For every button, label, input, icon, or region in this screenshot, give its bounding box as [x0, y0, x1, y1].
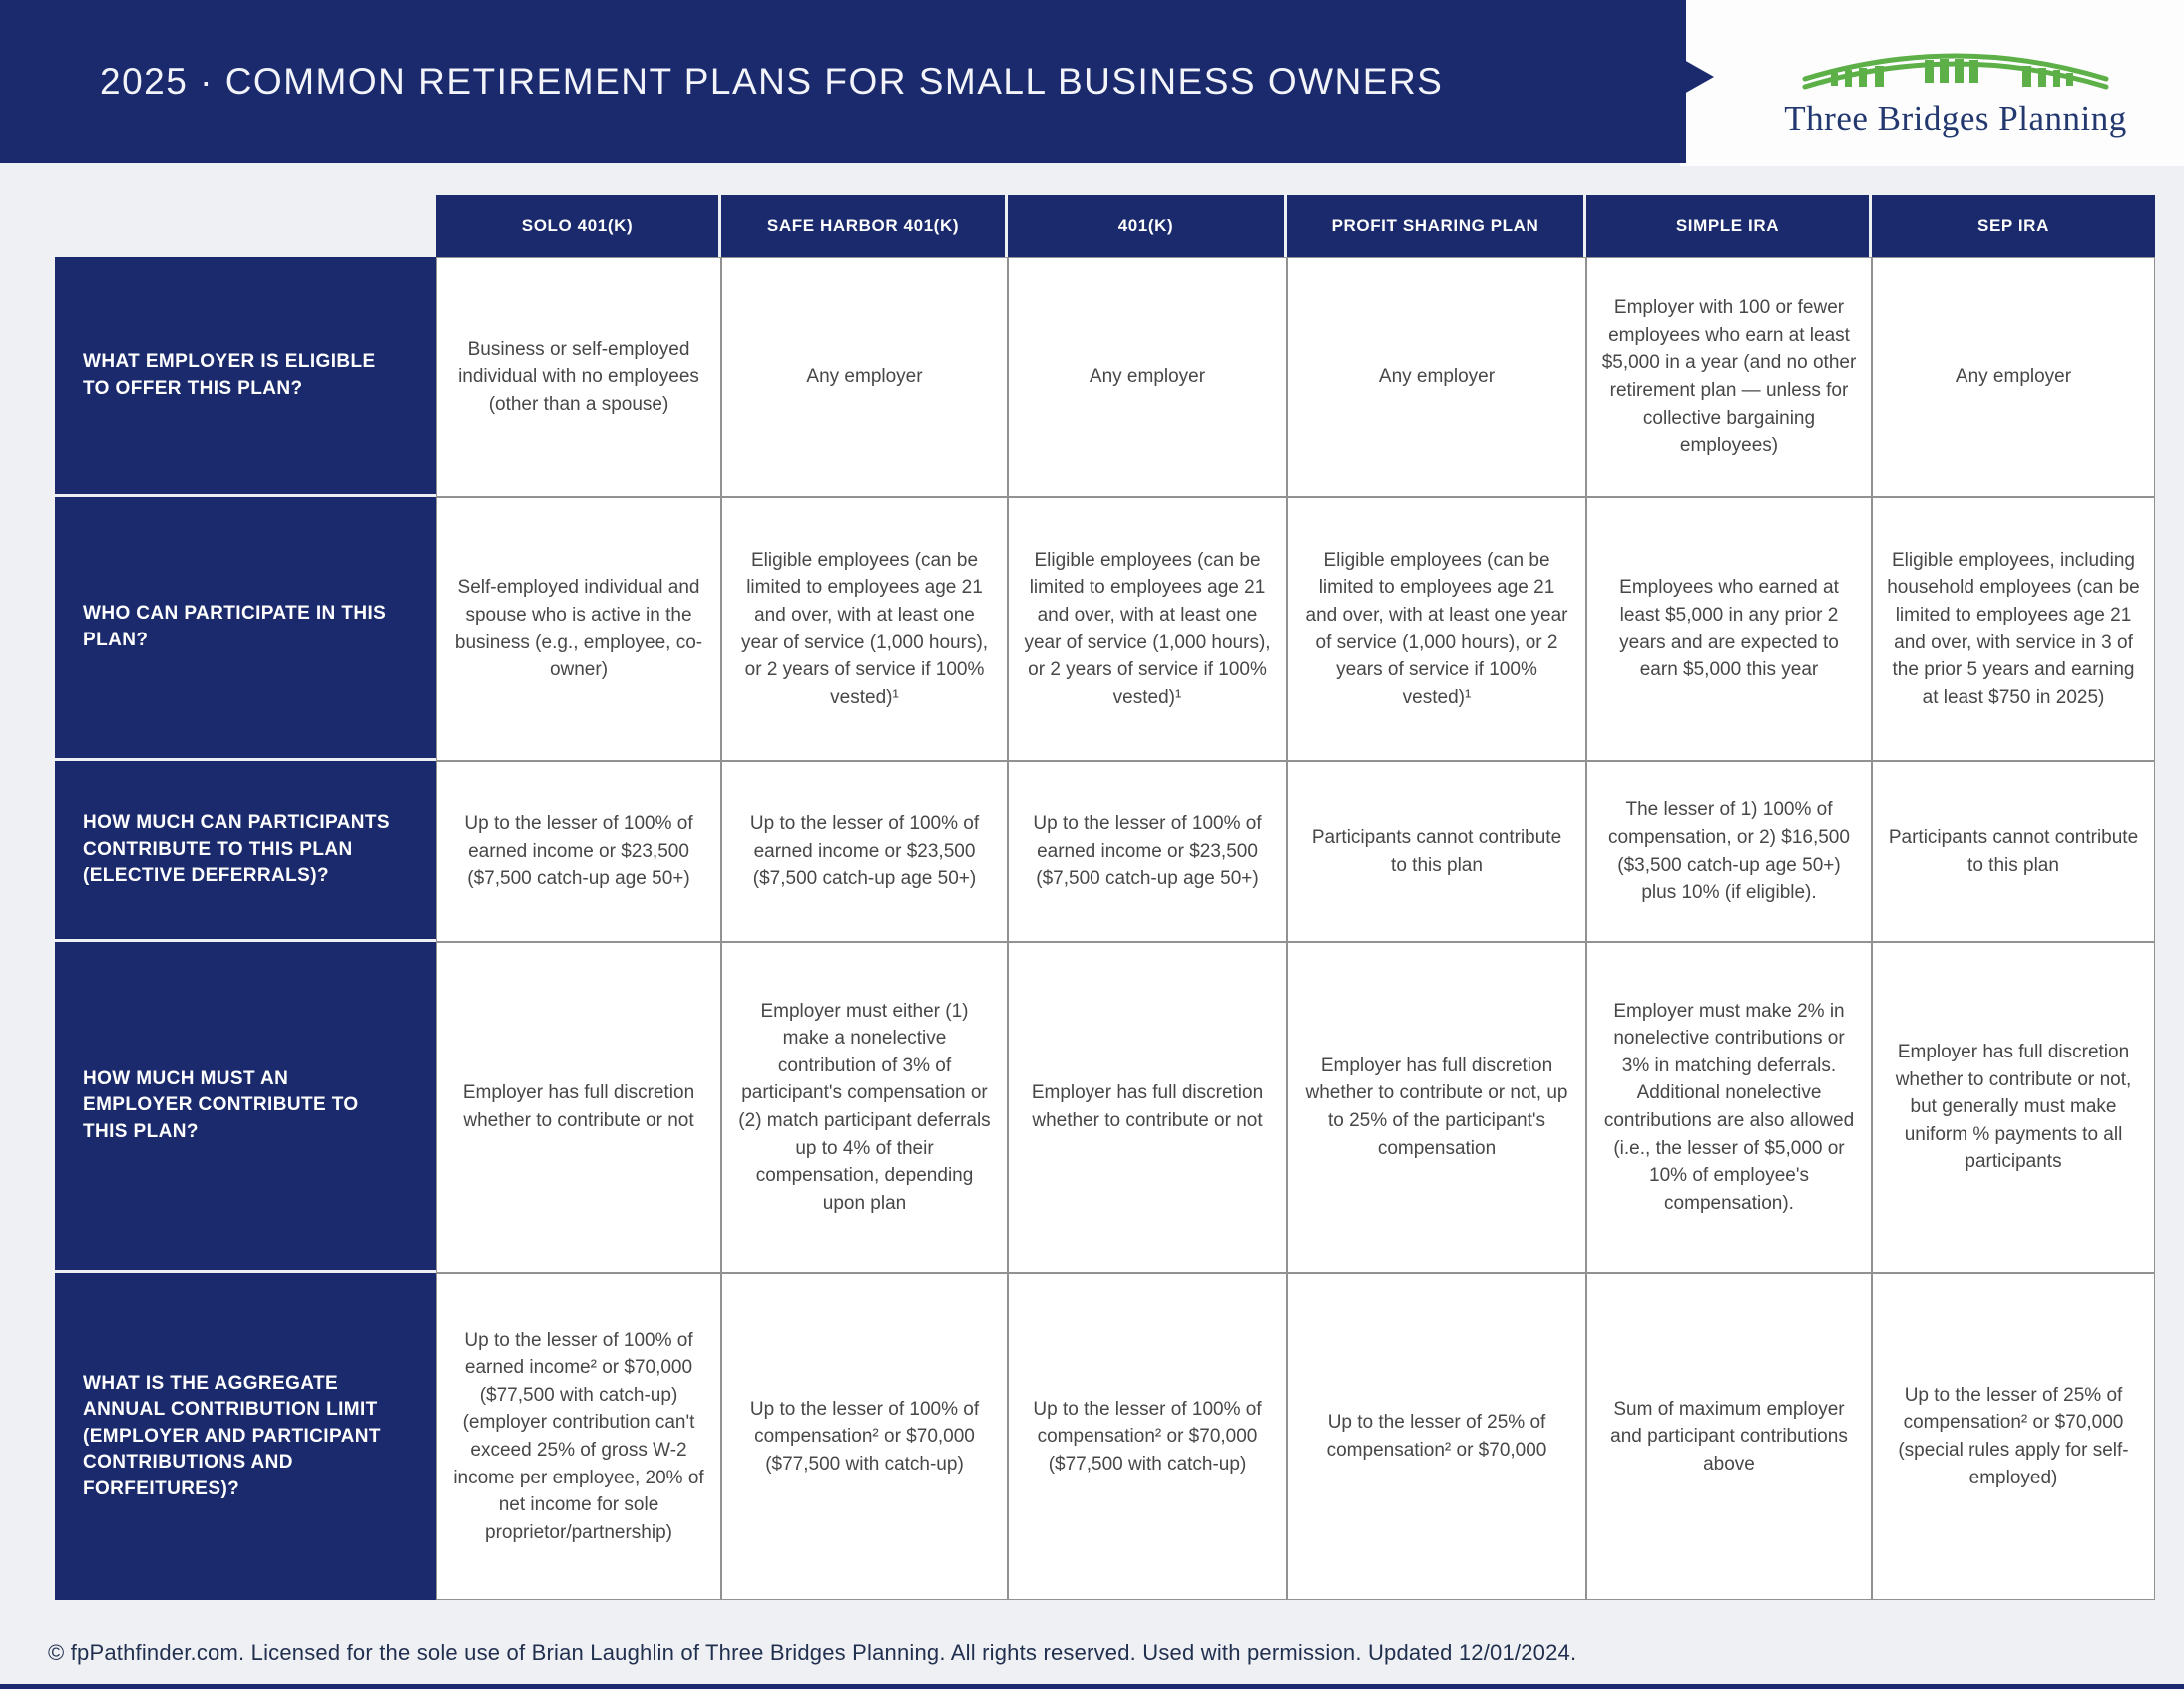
logo — [1741, 10, 2170, 156]
table-cell: Employer has full discretion whether to contribute or not — [1008, 942, 1287, 1273]
table-cell: The lesser of 1) 100% of compensation, or 2) $16,500 ($3,500 catch-up age 50+) plus 10% (if eligible). — [1586, 761, 1872, 942]
copyright-footer: © fpPathfinder.com. Licensed for the sole use of Brian Laughlin of Three Bridges Planning. All rights reserved. Used with permission. Updated 12/01/2024. — [48, 1640, 1577, 1665]
table-cell: Up to the lesser of 100% of earned income² or $70,000 ($77,500 with catch-up) (employer contribution can't exceed 25% of gross W-2 income per employee, 20% of net income for sole proprietor/partnership) — [436, 1273, 721, 1600]
table-cell: Up to the lesser of 25% of compensation² or $70,000 (special rules apply for self-employed) — [1872, 1273, 2155, 1600]
table-cell: Up to the lesser of 100% of earned income or $23,500 ($7,500 catch-up age 50+) — [436, 761, 721, 942]
column-header-profit-sharing: PROFIT SHARING PLAN — [1287, 195, 1586, 257]
table-cell: Participants cannot contribute to this plan — [1287, 761, 1586, 942]
table-cell: Employer must either (1) make a nonelective contribution of 3% of participant's compensation or (2) match participant deferrals up to 4% of their compensation, depending upon plan — [721, 942, 1008, 1273]
column-header-safe-harbor-401k: SAFE HARBOR 401(K) — [721, 195, 1008, 257]
row-question-who-can-participate: WHO CAN PARTICIPATE IN THIS PLAN? — [55, 497, 436, 761]
column-header-sep-ira: SEP IRA — [1872, 195, 2155, 257]
row-question-employer-contribution: HOW MUCH MUST AN EMPLOYER CONTRIBUTE TO THIS PLAN? — [55, 942, 436, 1273]
banner-arrow-icon — [1684, 60, 1714, 94]
three-arch-bridge-icon — [1801, 27, 2110, 95]
table-cell: Up to the lesser of 100% of compensation² or $70,000 ($77,500 with catch-up) — [721, 1273, 1008, 1600]
row-question-participant-contribution: HOW MUCH CAN PARTICIPANTS CONTRIBUTE TO THIS PLAN (ELECTIVE DEFERRALS)? — [55, 761, 436, 942]
table-cell: Up to the lesser of 100% of earned income or $23,500 ($7,500 catch-up age 50+) — [721, 761, 1008, 942]
table-cell: Up to the lesser of 100% of earned income or $23,500 ($7,500 catch-up age 50+) — [1008, 761, 1287, 942]
logo-text: Three Bridges Planning — [1784, 99, 2127, 138]
column-header-401k: 401(K) — [1008, 195, 1287, 257]
table-cell: Employer with 100 or fewer employees who earn at least $5,000 in a year (and no other retirement plan — unless for collective bargaining employees) — [1586, 257, 1872, 497]
table-cell: Participants cannot contribute to this plan — [1872, 761, 2155, 942]
table-cell: Business or self-employed individual with no employees (other than a spouse) — [436, 257, 721, 497]
table-cell: Sum of maximum employer and participant contributions above — [1586, 1273, 1872, 1600]
table-cell: Self-employed individual and spouse who is active in the business (e.g., employee, co-owner) — [436, 497, 721, 761]
table-cell: Employees who earned at least $5,000 in any prior 2 years and are expected to earn $5,000 this year — [1586, 497, 1872, 761]
table-cell: Eligible employees, including household employees (can be limited to employees age 21 and over, with service in 3 of the prior 5 years and earning at least $750 in 2025) — [1872, 497, 2155, 761]
column-header-simple-ira: SIMPLE IRA — [1586, 195, 1872, 257]
header-banner — [0, 0, 1686, 163]
table-cell: Employer has full discretion whether to contribute or not, up to 25% of the participant's compensation — [1287, 942, 1586, 1273]
bottom-edge-rule — [0, 1684, 2184, 1689]
table-cell: Any employer — [1287, 257, 1586, 497]
table-cell: Employer has full discretion whether to contribute or not, but generally must make uniform % payments to all participants — [1872, 942, 2155, 1273]
table-cell: Eligible employees (can be limited to employees age 21 and over, with at least one year of service (1,000 hours), or 2 years of service if 100% vested)¹ — [721, 497, 1008, 761]
column-header-solo-401k: SOLO 401(K) — [436, 195, 721, 257]
table-corner-spacer — [55, 195, 436, 257]
table-cell: Up to the lesser of 25% of compensation² or $70,000 — [1287, 1273, 1586, 1600]
row-question-eligible-employer: WHAT EMPLOYER IS ELIGIBLE TO OFFER THIS PLAN? — [55, 257, 436, 497]
table-cell: Employer must make 2% in nonelective contributions or 3% in matching deferrals. Additional nonelective contributions are also allowed (i.e., the lesser of $5,000 or 10% of employee's compensation). — [1586, 942, 1872, 1273]
table-cell: Eligible employees (can be limited to employees age 21 and over, with at least one year of service (1,000 hours), or 2 years of service if 100% vested)¹ — [1287, 497, 1586, 761]
table-cell: Up to the lesser of 100% of compensation² or $70,000 ($77,500 with catch-up) — [1008, 1273, 1287, 1600]
table-cell: Any employer — [1008, 257, 1287, 497]
row-question-aggregate-limit: WHAT IS THE AGGREGATE ANNUAL CONTRIBUTION LIMIT (EMPLOYER AND PARTICIPANT CONTRIBUTIONS AND FORFEITURES)? — [55, 1273, 436, 1600]
table-cell: Any employer — [721, 257, 1008, 497]
table-cell: Employer has full discretion whether to contribute or not — [436, 942, 721, 1273]
plan-comparison-table — [55, 195, 2155, 1600]
page-title: 2025 · COMMON RETIREMENT PLANS FOR SMALL BUSINESS OWNERS — [100, 61, 1444, 102]
table-cell: Eligible employees (can be limited to employees age 21 and over, with at least one year of service (1,000 hours), or 2 years of service if 100% vested)¹ — [1008, 497, 1287, 761]
table-cell: Any employer — [1872, 257, 2155, 497]
